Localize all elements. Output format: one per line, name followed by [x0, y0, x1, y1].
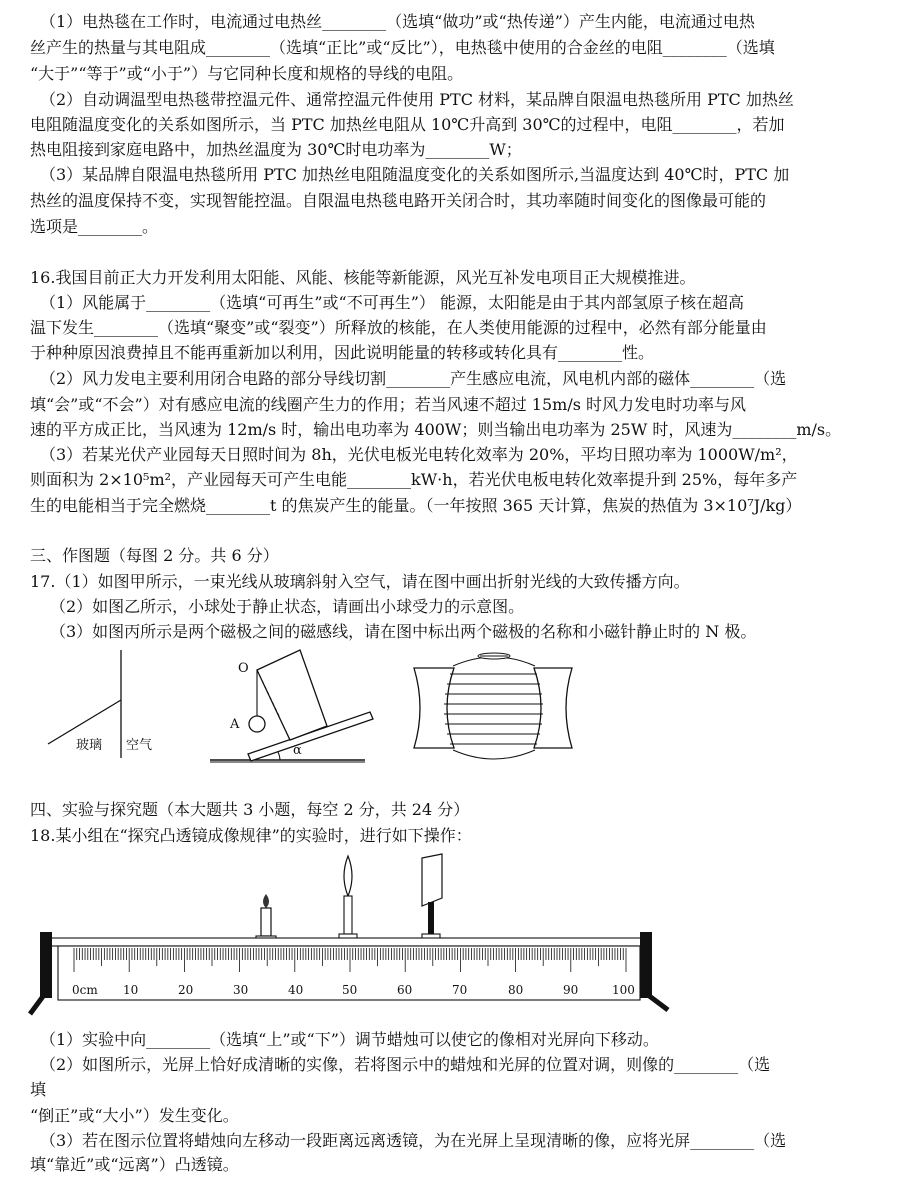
q16-line-3: 温下发生________（选填“聚变”或“裂变”）所释放的核能，在人类使用能源的过程中，必然有部分能量由	[30, 318, 767, 337]
q15-line-8: 热丝的温度保持不变，实现智能控温。自限温电热毯电路开关闭合时，其功率随时间变化的图像最可能的	[30, 191, 767, 210]
ball	[249, 716, 265, 732]
q16-line-5: （2）风力发电主要利用闭合电路的部分导线切割________产生感应电流，风电机内部的磁体________（选	[40, 369, 787, 388]
q16-line-9: 则面积为 2×10⁵m²，产业园每天可产生电能________kW·h，若光伏电板电转化效率提升到 25%，每年多产	[30, 470, 798, 489]
angle-arc	[278, 752, 280, 760]
q15-line-3: “大于”“等于”或“小于”）与它同种长度和规格的导线的电阻。	[30, 64, 464, 83]
figure-ball-incline	[210, 648, 375, 766]
point-o-label: O	[238, 661, 249, 676]
figure-magnetic-field	[412, 650, 574, 768]
q15-line-5: 电阻随温度变化的关系如图所示，当 PTC 加热丝电阻从 10℃升高到 30℃的过程中，电阻________，若加	[30, 115, 785, 134]
light-screen-icon	[422, 854, 442, 942]
left-leg	[30, 995, 44, 1014]
q15-line-7: （3）某品牌自限温电热毯所用 PTC 加热丝电阻随温度变化的关系如图所示,当温度达到 40℃时，PTC 加	[40, 165, 790, 184]
compass-needle-icon	[478, 653, 510, 659]
tick-label-0: 0cm	[72, 983, 98, 997]
q15-line-4: （2）自动调温型电热毯带控温元件、通常控温元件使用 PTC 材料，某品牌自限温电热毯所用 PTC 加热丝	[40, 90, 794, 109]
candle-icon	[256, 894, 276, 942]
q16-line-6: 填“会”或“不会”）对有感应电流的线圈产生力的作用；若当风速不超过 15m/s 时风力发电时功率与风	[30, 395, 747, 414]
convex-lens-icon	[339, 856, 357, 942]
tick-label-80: 80	[508, 983, 524, 997]
tick-label-70: 70	[452, 983, 468, 997]
figure-refraction	[40, 648, 180, 760]
right-end-support	[640, 932, 652, 998]
bench-rail-top	[46, 938, 651, 946]
glass-label: 玻璃	[76, 738, 103, 753]
q17-line-3: （3）如图丙所示是两个磁极之间的磁感线，请在图中标出两个磁极的名称和小磁针静止时的 N 极。	[50, 622, 757, 641]
left-end-support	[40, 932, 52, 998]
q16-line-2: （1）风能属于________（选填“可再生”或“不可再生”） 能源，太阳能是由于其内部氢原子核在超高	[40, 293, 744, 312]
q16-line-8: （3）若某光伏产业园每天日照时间为 8h，光伏电板光电转化效率为 20%，平均日照功率为 1000W/m²，	[40, 445, 798, 464]
q16-line-10: 生的电能相当于完全燃烧________t 的焦炭产生的能量。（一年按照 365 天计算，焦炭的热值为 3×10⁷J/kg）	[30, 496, 802, 515]
field-line-arc-bottom	[453, 750, 535, 759]
tick-label-100: 100	[612, 983, 635, 997]
q16-line-7: 速的平方成正比，当风速为 12m/s 时，输出电功率为 400W；则当输出电功率为 25W 时，风速为________m/s。	[30, 420, 842, 439]
q17-line-2: （2）如图乙所示，小球处于静止状态，请画出小球受力的示意图。	[50, 597, 525, 616]
tick-label-90: 90	[563, 983, 579, 997]
q16-stem: 16.我国目前正大力开发利用太阳能、风能、核能等新能源，风光互补发电项目正大规模推进。	[30, 268, 696, 287]
q15-line-6: 热电阻接到家庭电路中，加热丝温度为 30℃时电功率为________W；	[30, 140, 522, 159]
q17-line-1: 17.（1）如图甲所示，一束光线从玻璃斜射入空气，请在图中画出折射光线的大致传播方向。	[30, 572, 690, 591]
q18-line-2: （2）如图所示，光屏上恰好成清晰的实像，若将图示中的蜡烛和光屏的位置对调，则像的________（选	[40, 1055, 771, 1074]
figure-optical-bench	[28, 850, 673, 1028]
q15-line-9: 选项是________。	[30, 217, 159, 236]
q18-stem: 18.某小组在“探究凸透镜成像规律”的实验时，进行如下操作：	[30, 826, 472, 845]
q18-line-4: “倒正”或“大小”）发生变化。	[30, 1106, 239, 1125]
q18-line-1: （1）实验中向________（选填“上”或“下”）调节蜡烛可以使它的像相对光屏向下移动。	[40, 1030, 659, 1049]
tick-label-50: 50	[342, 983, 358, 997]
q15-line-1: （1）电热毯在工作时，电流通过电热丝________（选填“做功”或“热传递”）产生内能，电流通过电热	[40, 12, 755, 31]
angle-alpha-label: α	[293, 743, 302, 758]
tick-label-60: 60	[397, 983, 413, 997]
section-3-heading: 三、作图题（每图 2 分。共 6 分）	[30, 546, 279, 565]
right-leg	[648, 995, 668, 1010]
point-a-label: A	[230, 717, 240, 732]
q18-line-6: 填“靠近”或“远离”）凸透镜。	[30, 1155, 239, 1174]
right-magnet-pole	[534, 668, 572, 748]
field-lines	[444, 674, 543, 744]
air-label: 空气	[126, 738, 153, 753]
q18-line-3: 填	[30, 1080, 47, 1099]
q16-line-4: 于种种原因浪费掉且不能再重新加以利用，因此说明能量的转移或转化具有________性。	[30, 343, 655, 362]
left-magnet-pole	[414, 668, 454, 748]
tick-label-40: 40	[288, 983, 304, 997]
section-4-heading: 四、实验与探究题（本大题共 3 小题，每空 2 分，共 24 分）	[30, 800, 470, 819]
wall-plate	[257, 650, 327, 740]
tick-label-10: 10	[123, 983, 139, 997]
q18-line-5: （3）若在图示位置将蜡烛向左移动一段距离远离透镜，为在光屏上呈现清晰的像，应将光屏________（选	[40, 1131, 787, 1150]
q15-line-2: 丝产生的热量与其电阻成________（选填“正比”或“反比”），电热毯中使用的合金丝的电阻________（选填	[30, 38, 775, 57]
tick-label-20: 20	[178, 983, 194, 997]
tick-label-30: 30	[233, 983, 249, 997]
